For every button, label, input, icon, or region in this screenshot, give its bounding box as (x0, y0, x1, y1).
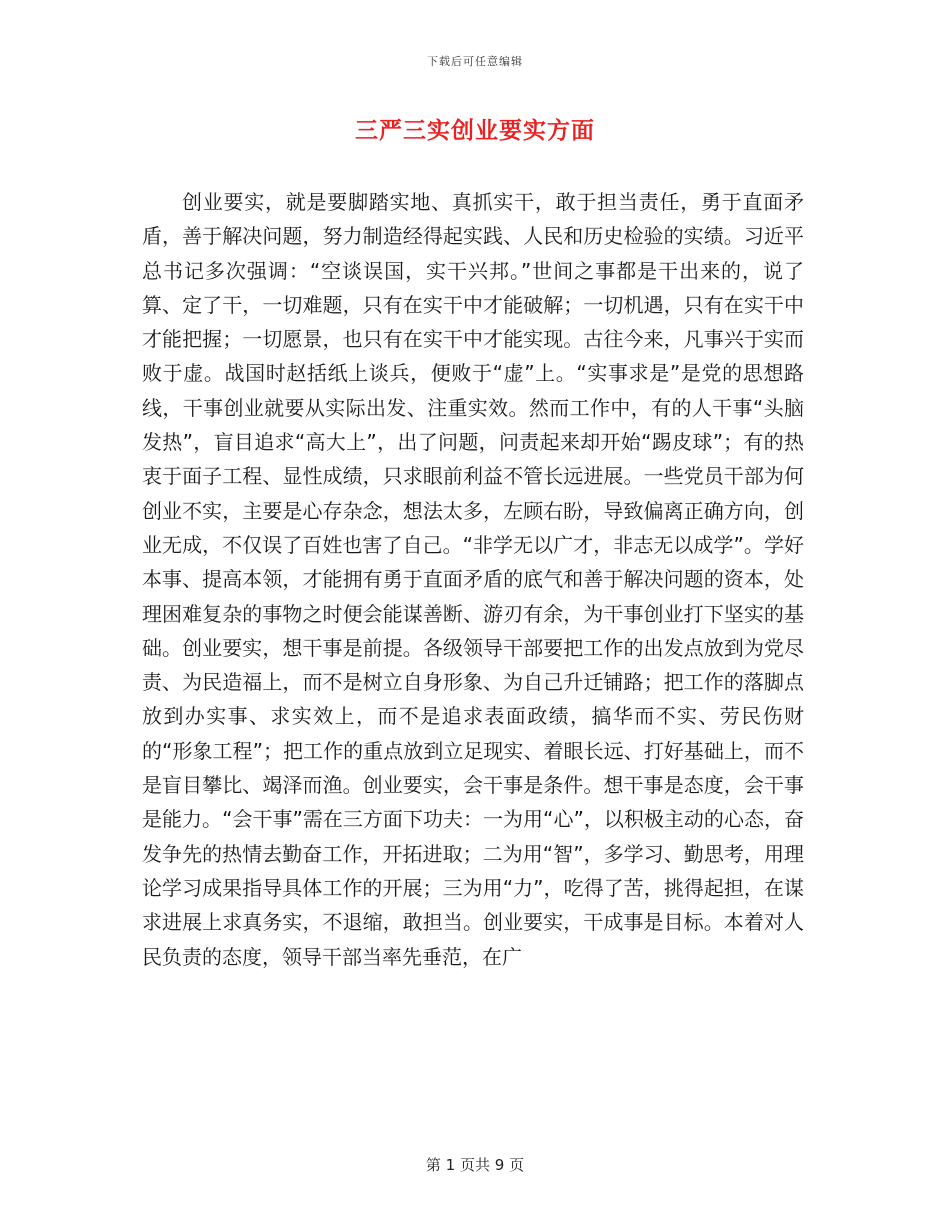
page-number: 第 1 页共 9 页 (425, 1156, 525, 1174)
body-paragraph: 创业要实，就是要脚踏实地、真抓实干，敢于担当责任，勇于直面矛盾，善于解决问题，努力制造经得起实践、人民和历史检验的实绩。习近平总书记多次强调：“空谈误国，实干兴邦。”世间之事都是干出来的，说了算、定了干，一切难题，只有在实干中才能破解；一切机遇，只有在实干中才能把握；一切愿景，也只有在实干中才能实现。古往今来，凡事兴于实而败于虚。战国时赵括纸上谈兵，便败于“虚”上。“实事求是”是党的思想路线，干事创业就要从实际出发、注重实效。然而工作中，有的人干事“头脑发热”，盲目追求“高大上”，出了问题，问责起来却开始“踢皮球”；有的热衷于面子工程、显性成绩，只求眼前利益不管长远进展。一些党员干部为何创业不实，主要是心存杂念，想法太多，左顾右盼，导致偏离正确方向，创业无成，不仅误了百姓也害了自己。“非学无以广才，非志无以成学”。学好本事、提高本领，才能拥有勇于直面矛盾的底气和善于解决问题的资本，处理困难复杂的事物之时便会能谋善断、游刃有余，为干事创业打下坚实的基础。创业要实，想干事是前提。各级领导干部要把工作的出发点放到为党尽责、为民造福上，而不是树立自身形象、为自己升迁铺路；把工作的落脚点放到办实事、求实效上，而不是追求表面政绩，搞华而不实、劳民伤财的“形象工程”；把工作的重点放到立足现实、着眼长远、打好基础上，而不是盲目攀比、竭泽而渔。创业要实，会干事是条件。想干事是态度，会干事是能力。“会干事”需在三方面下功夫：一为用“心”，以积极主动的心态，奋发争先的热情去勤奋工作，开拓进取；二为用“智”，多学习、勤思考，用理论学习成果指导具体工作的开展；三为用“力”，吃得了苦，挑得起担，在谋求进展上求真务实，不退缩，敢担当。创业要实，干成事是目标。本着对人民负责的态度，领导干部当率先垂范，在广 (142, 190, 804, 969)
document-title: 三严三实创业要实方面 (355, 118, 595, 144)
header-note: 下载后可任意编辑 (427, 55, 523, 68)
